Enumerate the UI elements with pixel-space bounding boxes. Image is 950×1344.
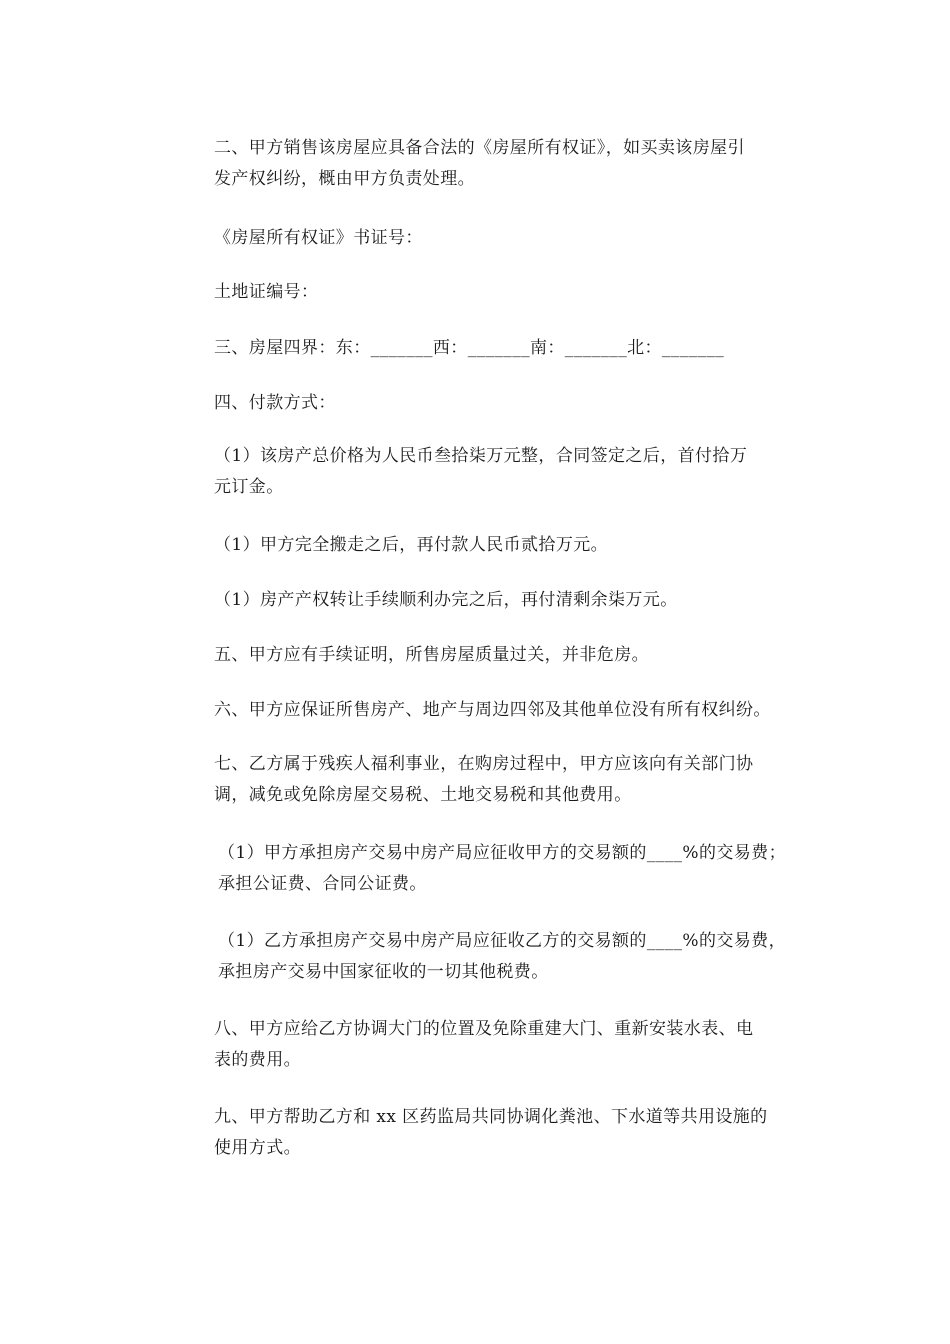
payment-item-1-paragraph <box>138 441 818 503</box>
text-line: 表的费用。 <box>214 1050 301 1070</box>
text-line: 七、乙方属于残疾人福利事业，在购房过程中，甲方应该向有关部门协 <box>214 754 754 774</box>
text-line: 承担公证费、合同公证费。 <box>218 874 427 894</box>
clause-3-paragraph <box>138 333 818 364</box>
text-line: 四、付款方式： <box>214 393 336 413</box>
text-line: 元订金。 <box>214 477 284 497</box>
text-line: （1）该房产总价格为人民币叁拾柒万元整，合同签定之后，首付拾万 <box>214 446 748 466</box>
text-line: 五、甲方应有手续证明，所售房屋质量过关，并非危房。 <box>214 645 649 665</box>
fee-item-2-paragraph <box>138 926 818 988</box>
text-line: 《房屋所有权证》书证号： <box>214 228 423 248</box>
fee-item-1-paragraph <box>138 838 818 900</box>
text-line: 八、甲方应给乙方协调大门的位置及免除重建大门、重新安装水表、电 <box>214 1019 754 1039</box>
text-line: （1）甲方承担房产交易中房产局应征收甲方的交易额的____%的交易费； <box>218 843 786 863</box>
clause-8-paragraph <box>138 1014 818 1076</box>
clause-4-paragraph <box>138 388 818 419</box>
text-line: 承担房产交易中国家征收的一切其他税费。 <box>218 962 549 982</box>
text-line: 调，减免或免除房屋交易税、土地交易税和其他费用。 <box>214 785 632 805</box>
clause-7-paragraph <box>138 749 818 811</box>
land-certificate-number-paragraph <box>138 277 818 308</box>
text-line: 三、房屋四界：东：_______西：_______南：_______北：_______ <box>214 338 725 358</box>
text-line: （1）房产产权转让手续顺利办完之后，再付清剩余柒万元。 <box>214 590 678 610</box>
clause-5-paragraph <box>138 640 818 671</box>
text-line: 二、甲方销售该房屋应具备合法的《房屋所有权证》，如买卖该房屋引 <box>214 138 745 158</box>
clause-6-paragraph <box>138 695 818 726</box>
payment-item-3-paragraph <box>138 585 818 616</box>
clause-2-paragraph <box>138 133 818 195</box>
text-line: 发产权纠纷，概由甲方负责处理。 <box>214 169 475 189</box>
property-certificate-number-paragraph <box>138 223 818 254</box>
text-line: （1）乙方承担房产交易中房产局应征收乙方的交易额的____%的交易费， <box>218 931 786 951</box>
text-line: 六、甲方应保证所售房产、地产与周边四邻及其他单位没有所有权纠纷。 <box>214 700 771 720</box>
text-line: 土地证编号： <box>214 282 319 302</box>
payment-item-2-paragraph <box>138 530 818 561</box>
text-line: 使用方式。 <box>214 1138 301 1158</box>
clause-9-paragraph <box>138 1102 818 1164</box>
text-line: （1）甲方完全搬走之后，再付款人民币贰拾万元。 <box>214 535 609 555</box>
text-line: 九、甲方帮助乙方和 xx 区药监局共同协调化粪池、下水道等共用设施的 <box>214 1107 768 1127</box>
